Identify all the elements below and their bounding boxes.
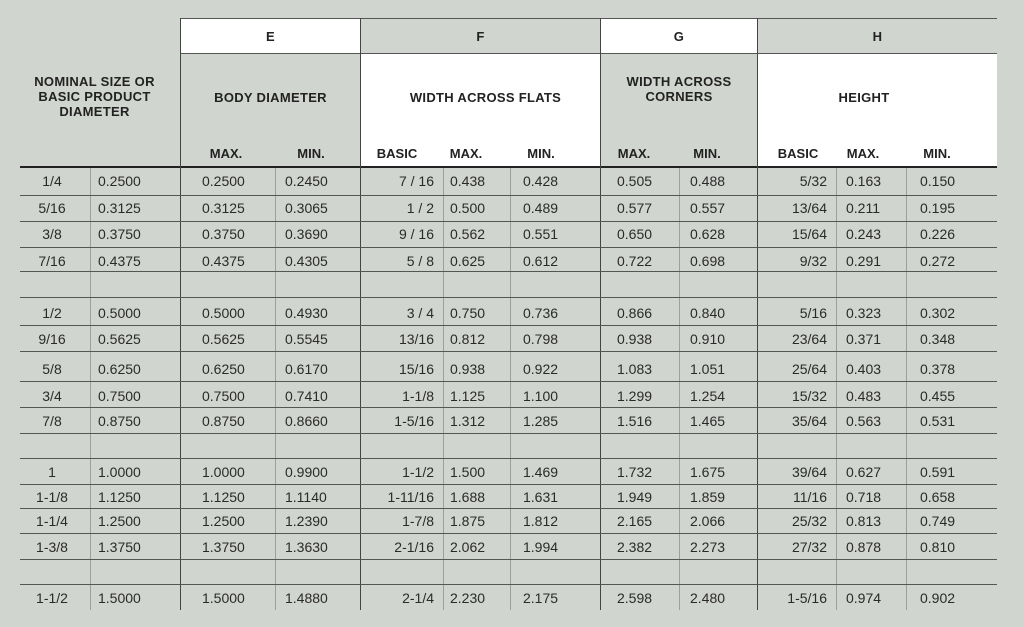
row-separator (20, 221, 997, 222)
divider-e-left (180, 18, 181, 610)
cell-flats-min: 0.428 (523, 173, 559, 189)
cell-flats-basic: 1 / 2 (406, 200, 434, 216)
cell-basic-diameter: 0.6250 (98, 361, 141, 377)
cell-height-min: 0.658 (920, 489, 956, 505)
subheader-g-min: MIN. (693, 146, 721, 161)
header-nominal-size: NOMINAL SIZE OR BASIC PRODUCT DIAMETER (34, 73, 155, 119)
cell-nominal-size: 7/16 (38, 253, 66, 269)
subheader-h-min: MIN. (923, 146, 951, 161)
cell-height-basic: 25/64 (791, 361, 827, 377)
cell-body-diameter-min: 0.2450 (285, 173, 328, 189)
cell-flats-max: 0.500 (450, 200, 486, 216)
cell-basic-diameter: 0.7500 (98, 388, 141, 404)
cell-corners-max: 0.938 (617, 331, 653, 347)
cell-corners-max: 2.598 (617, 590, 653, 606)
cell-corners-max: 1.299 (617, 388, 653, 404)
cell-basic-diameter: 0.3125 (98, 200, 141, 216)
cell-flats-min: 0.612 (523, 253, 559, 269)
cell-body-diameter-min: 0.6170 (285, 361, 328, 377)
cell-corners-min: 1.859 (690, 489, 726, 505)
cell-flats-basic: 2-1/4 (402, 590, 434, 606)
row-separator (20, 381, 997, 382)
cell-flats-min: 1.631 (523, 489, 559, 505)
cell-corners-max: 1.083 (617, 361, 653, 377)
cell-body-diameter-max: 1.5000 (202, 590, 245, 606)
row-separator (20, 271, 997, 272)
cell-flats-basic: 15/16 (398, 361, 434, 377)
cell-body-diameter-min: 0.9900 (285, 464, 328, 480)
cell-body-diameter-max: 1.1250 (202, 489, 245, 505)
cell-body-diameter-min: 0.3065 (285, 200, 328, 216)
cell-nominal-size: 1/4 (42, 173, 62, 189)
row-separator (20, 484, 997, 485)
cell-basic-diameter: 0.5000 (98, 305, 141, 321)
rule-top (181, 18, 997, 19)
cell-flats-max: 0.812 (450, 331, 486, 347)
cell-body-diameter-max: 0.5000 (202, 305, 245, 321)
subheader-g-max: MAX. (617, 146, 651, 161)
cell-flats-basic: 13/16 (398, 331, 434, 347)
cell-nominal-size: 1 (48, 464, 56, 480)
cell-height-min: 0.749 (920, 513, 956, 529)
cell-corners-min: 0.628 (690, 226, 726, 242)
rule-group (181, 53, 997, 54)
cell-nominal-size: 7/8 (42, 413, 62, 429)
cell-basic-diameter: 1.2500 (98, 513, 141, 529)
cell-body-diameter-min: 1.4880 (285, 590, 328, 606)
cell-flats-min: 0.551 (523, 226, 559, 242)
cell-flats-min: 0.736 (523, 305, 559, 321)
cell-height-min: 0.378 (920, 361, 956, 377)
cell-corners-min: 0.488 (690, 173, 726, 189)
cell-flats-min: 0.798 (523, 331, 559, 347)
cell-height-max: 0.291 (846, 253, 882, 269)
divider-e-inner (275, 168, 276, 610)
cell-corners-min: 0.910 (690, 331, 726, 347)
cell-height-max: 0.403 (846, 361, 882, 377)
row-separator (20, 351, 997, 352)
cell-flats-max: 1.875 (450, 513, 486, 529)
cell-height-basic: 39/64 (791, 464, 827, 480)
divider-g-inner (679, 168, 680, 610)
cell-nominal-size: 1-1/8 (36, 489, 68, 505)
cell-height-max: 0.211 (846, 200, 880, 216)
cell-height-min: 0.591 (920, 464, 956, 480)
cell-height-max: 0.627 (846, 464, 882, 480)
divider-g-left (600, 18, 601, 610)
cell-nominal-size: 5/8 (42, 361, 62, 377)
cell-height-basic: 15/32 (791, 388, 827, 404)
cell-basic-diameter: 1.3750 (98, 539, 141, 555)
cell-flats-basic: 2-1/16 (394, 539, 434, 555)
cell-basic-diameter: 1.1250 (98, 489, 141, 505)
row-separator (20, 195, 997, 196)
row-separator (20, 247, 997, 248)
cell-corners-max: 0.722 (617, 253, 653, 269)
cell-flats-min: 1.994 (523, 539, 559, 555)
cell-height-basic: 5/16 (799, 305, 827, 321)
subheader-f-basic: BASIC (376, 146, 418, 161)
cell-height-min: 0.810 (920, 539, 956, 555)
cell-height-min: 0.195 (920, 200, 956, 216)
cell-height-max: 0.323 (846, 305, 882, 321)
header-width-across-flats: WIDTH ACROSS FLATS (409, 89, 562, 105)
cell-flats-max: 2.062 (450, 539, 486, 555)
cell-flats-min: 2.175 (523, 590, 559, 606)
cell-height-basic: 35/64 (791, 413, 827, 429)
cell-corners-min: 1.675 (690, 464, 726, 480)
subheader-h-max: MAX. (846, 146, 880, 161)
cell-height-basic: 11/16 (793, 489, 827, 505)
cell-basic-diameter: 0.8750 (98, 413, 141, 429)
cell-height-min: 0.455 (920, 388, 956, 404)
row-separator (20, 407, 997, 408)
row-separator (20, 584, 997, 585)
group-letter-g: G (673, 28, 685, 44)
cell-height-basic: 5/32 (799, 173, 827, 189)
cell-flats-max: 0.938 (450, 361, 486, 377)
cell-corners-min: 1.051 (690, 361, 726, 377)
group-letter-h: H (872, 28, 883, 44)
subheader-e-max: MAX. (209, 146, 243, 161)
cell-body-diameter-min: 1.2390 (285, 513, 328, 529)
divider-h-left (757, 18, 758, 610)
header-width-across-corners: WIDTH ACROSS CORNERS (626, 74, 732, 104)
cell-corners-min: 0.698 (690, 253, 726, 269)
cell-corners-max: 1.516 (617, 413, 653, 429)
group-letter-e: E (266, 28, 275, 44)
cell-height-basic: 13/64 (791, 200, 827, 216)
row-separator (20, 297, 997, 298)
cell-flats-basic: 1-1/8 (402, 388, 434, 404)
cell-flats-basic: 1-1/2 (402, 464, 434, 480)
cell-body-diameter-max: 0.6250 (202, 361, 245, 377)
subheader-h-basic: BASIC (777, 146, 819, 161)
subheader-f-max: MAX. (449, 146, 483, 161)
cell-flats-min: 1.469 (523, 464, 559, 480)
cell-flats-basic: 5 / 8 (406, 253, 434, 269)
cell-body-diameter-min: 1.3630 (285, 539, 328, 555)
divider-f-left (360, 18, 361, 610)
cell-height-max: 0.163 (846, 173, 882, 189)
cell-nominal-size: 1/2 (42, 305, 62, 321)
cell-flats-basic: 3 / 4 (406, 305, 434, 321)
cell-height-basic: 27/32 (791, 539, 827, 555)
row-separator (20, 533, 997, 534)
cell-body-diameter-min: 0.5545 (285, 331, 328, 347)
row-separator (20, 559, 997, 560)
cell-body-diameter-min: 0.4930 (285, 305, 328, 321)
cell-body-diameter-max: 0.8750 (202, 413, 245, 429)
cell-height-max: 0.243 (846, 226, 882, 242)
cell-flats-basic: 7 / 16 (398, 173, 434, 189)
cell-height-max: 0.371 (846, 331, 882, 347)
divider-nominal-inner (90, 168, 91, 610)
row-separator (20, 433, 997, 434)
subheader-e-min: MIN. (297, 146, 325, 161)
cell-corners-min: 1.465 (690, 413, 726, 429)
row-separator (20, 325, 997, 326)
cell-basic-diameter: 0.3750 (98, 226, 141, 242)
subheader-f-min: MIN. (527, 146, 555, 161)
cell-nominal-size: 5/16 (38, 200, 66, 216)
group-letter-f: F (476, 28, 485, 44)
cell-flats-max: 0.562 (450, 226, 486, 242)
cell-corners-max: 0.505 (617, 173, 653, 189)
cell-corners-min: 0.557 (690, 200, 726, 216)
cell-body-diameter-min: 0.7410 (285, 388, 328, 404)
cell-nominal-size: 9/16 (38, 331, 66, 347)
cell-body-diameter-max: 1.2500 (202, 513, 245, 529)
divider-h-inner-1 (836, 168, 837, 610)
cell-height-min: 0.531 (920, 413, 956, 429)
cell-body-diameter-max: 0.7500 (202, 388, 245, 404)
cell-height-min: 0.302 (920, 305, 956, 321)
cell-corners-max: 2.165 (617, 513, 653, 529)
cell-flats-max: 2.230 (450, 590, 486, 606)
cell-body-diameter-max: 0.4375 (202, 253, 245, 269)
cell-body-diameter-max: 0.2500 (202, 173, 245, 189)
cell-height-basic: 9/32 (799, 253, 827, 269)
cell-basic-diameter: 0.5625 (98, 331, 141, 347)
cell-body-diameter-min: 0.3690 (285, 226, 328, 242)
cell-flats-basic: 1-5/16 (394, 413, 434, 429)
cell-height-max: 0.813 (846, 513, 882, 529)
cell-corners-max: 0.866 (617, 305, 653, 321)
cell-flats-basic: 1-7/8 (402, 513, 434, 529)
cell-flats-max: 1.688 (450, 489, 486, 505)
cell-height-min: 0.272 (920, 253, 956, 269)
cell-nominal-size: 1-1/2 (36, 590, 68, 606)
cell-flats-min: 0.922 (523, 361, 559, 377)
cell-flats-max: 0.438 (450, 173, 486, 189)
cell-nominal-size: 3/4 (42, 388, 62, 404)
cell-height-min: 0.348 (920, 331, 956, 347)
cell-body-diameter-max: 1.3750 (202, 539, 245, 555)
cell-nominal-size: 3/8 (42, 226, 62, 242)
cell-height-max: 0.563 (846, 413, 882, 429)
cell-corners-max: 1.732 (617, 464, 653, 480)
cell-corners-min: 2.273 (690, 539, 726, 555)
cell-height-min: 0.150 (920, 173, 956, 189)
header-body-diameter: BODY DIAMETER (214, 89, 327, 105)
header-height: HEIGHT (838, 89, 890, 105)
cell-height-basic: 25/32 (791, 513, 827, 529)
cell-body-diameter-min: 0.8660 (285, 413, 328, 429)
cell-flats-min: 1.285 (523, 413, 559, 429)
cell-height-basic: 23/64 (791, 331, 827, 347)
rule-header-bottom (20, 166, 997, 168)
cell-nominal-size: 1-3/8 (36, 539, 68, 555)
cell-basic-diameter: 1.5000 (98, 590, 141, 606)
divider-f-inner-2 (510, 168, 511, 610)
cell-corners-min: 0.840 (690, 305, 726, 321)
divider-f-inner-1 (443, 168, 444, 610)
cell-flats-basic: 9 / 16 (398, 226, 434, 242)
cell-basic-diameter: 0.2500 (98, 173, 141, 189)
cell-corners-min: 2.066 (690, 513, 726, 529)
cell-basic-diameter: 1.0000 (98, 464, 141, 480)
cell-basic-diameter: 0.4375 (98, 253, 141, 269)
cell-body-diameter-min: 1.1140 (285, 489, 327, 505)
cell-corners-min: 2.480 (690, 590, 726, 606)
cell-height-max: 0.718 (846, 489, 882, 505)
cell-flats-max: 0.750 (450, 305, 486, 321)
row-separator (20, 508, 997, 509)
cell-height-max: 0.974 (846, 590, 882, 606)
cell-height-min: 0.902 (920, 590, 956, 606)
cell-flats-max: 1.500 (450, 464, 486, 480)
divider-h-inner-2 (906, 168, 907, 610)
row-separator (20, 458, 997, 459)
cell-height-min: 0.226 (920, 226, 956, 242)
cell-flats-min: 0.489 (523, 200, 559, 216)
cell-flats-max: 1.125 (450, 388, 486, 404)
cell-flats-max: 1.312 (450, 413, 486, 429)
cell-height-basic: 15/64 (791, 226, 827, 242)
cell-corners-max: 2.382 (617, 539, 653, 555)
cell-flats-basic: 1-11/16 (387, 489, 434, 505)
cell-corners-min: 1.254 (690, 388, 726, 404)
cell-body-diameter-max: 1.0000 (202, 464, 245, 480)
cell-corners-max: 0.577 (617, 200, 653, 216)
cell-flats-max: 0.625 (450, 253, 486, 269)
cell-flats-min: 1.100 (523, 388, 559, 404)
cell-flats-min: 1.812 (523, 513, 559, 529)
cell-corners-max: 1.949 (617, 489, 653, 505)
cell-body-diameter-min: 0.4305 (285, 253, 328, 269)
cell-height-max: 0.878 (846, 539, 882, 555)
cell-body-diameter-max: 0.3750 (202, 226, 245, 242)
cell-height-max: 0.483 (846, 388, 882, 404)
cell-corners-max: 0.650 (617, 226, 653, 242)
cell-body-diameter-max: 0.5625 (202, 331, 245, 347)
cell-height-basic: 1-5/16 (787, 590, 827, 606)
cell-body-diameter-max: 0.3125 (202, 200, 245, 216)
cell-nominal-size: 1-1/4 (36, 513, 68, 529)
